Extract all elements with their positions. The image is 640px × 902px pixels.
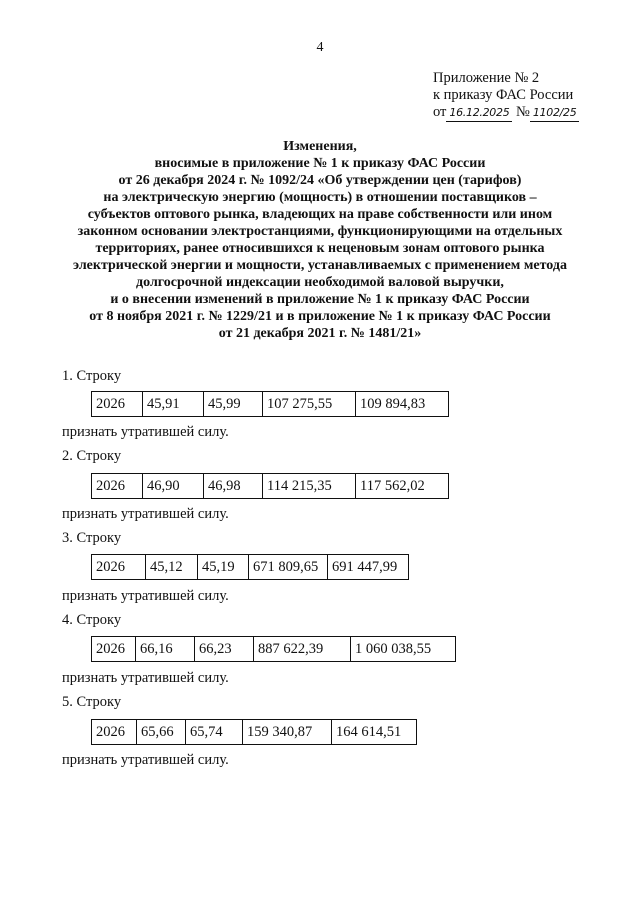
title-line: от 8 ноября 2021 г. № 1229/21 и в приложение № 1 к приказу ФАС России — [89, 309, 551, 324]
title-line: Изменения, — [283, 139, 357, 154]
title-line: и о внесении изменений в приложение № 1 к приказу ФАС России — [110, 292, 530, 307]
number-sign: № — [516, 104, 530, 120]
table-cell: 46,90 — [143, 474, 204, 499]
section-note: признать утратившей силу. — [62, 506, 229, 522]
section-note: признать утратившей силу. — [62, 752, 229, 768]
row-table — [91, 473, 449, 499]
table-cell-year: 2026 — [92, 637, 136, 662]
appendix-label: Приложение № 2 — [433, 70, 540, 86]
title-line: долгосрочной индексации необходимой валовой выручки, — [136, 275, 504, 290]
handwritten-number: 1102/25 — [530, 104, 580, 122]
table-cell: 671 809,65 — [249, 555, 328, 580]
appendix-from-label: от — [433, 104, 447, 120]
table-cell: 66,23 — [195, 637, 254, 662]
appendix-order-ref: к приказу ФАС России — [433, 87, 574, 103]
table-cell: 159 340,87 — [243, 720, 332, 745]
title-line: электрической энергии и мощности, устанавливаемых с применением метода — [73, 258, 567, 273]
section-note: признать утратившей силу. — [62, 588, 229, 604]
title-line: вносимые в приложение № 1 к приказу ФАС России — [154, 156, 486, 171]
table-cell: 109 894,83 — [356, 392, 449, 417]
table-cell: 65,74 — [186, 720, 243, 745]
section-note: признать утратившей силу. — [62, 424, 229, 440]
table-row — [92, 392, 449, 417]
title-line: от 21 декабря 2021 г. № 1481/21» — [218, 326, 422, 341]
table-cell: 887 622,39 — [254, 637, 351, 662]
table-cell: 164 614,51 — [332, 720, 417, 745]
title-line: на электрическую энергию (мощность) в отношении поставщиков – — [103, 190, 537, 205]
row-table — [91, 636, 456, 662]
table-cell-year: 2026 — [92, 720, 137, 745]
table-row — [92, 474, 449, 499]
table-cell-year: 2026 — [92, 392, 143, 417]
table-cell: 117 562,02 — [356, 474, 449, 499]
appendix-header — [433, 70, 579, 122]
title-line: от 26 декабря 2024 г. № 1092/24 «Об утверждении цен (тарифов) — [118, 173, 522, 188]
table-row — [92, 637, 456, 662]
section-note: признать утратившей силу. — [62, 670, 229, 686]
table-cell: 45,19 — [198, 555, 249, 580]
section-heading: 2. Строку — [62, 448, 122, 464]
table-cell: 45,12 — [146, 555, 198, 580]
page-number: 4 — [316, 40, 324, 55]
section-heading: 5. Строку — [62, 694, 122, 710]
title-line: субъектов оптового рынка, владеющих на праве собственности или ином — [87, 207, 553, 222]
table-cell: 45,99 — [204, 392, 263, 417]
table-row — [92, 720, 417, 745]
section-heading: 1. Строку — [62, 368, 122, 384]
title-line: территориях, ранее относившихся к неценовым зонам оптового рынка — [95, 241, 545, 256]
section-heading: 4. Строку — [62, 612, 122, 628]
table-cell-year: 2026 — [92, 474, 143, 499]
appendix-date-number — [433, 104, 579, 122]
table-cell: 46,98 — [204, 474, 263, 499]
table-cell-year: 2026 — [92, 555, 146, 580]
row-table — [91, 719, 417, 745]
table-row — [92, 555, 409, 580]
document-title — [50, 138, 590, 342]
table-cell: 65,66 — [137, 720, 186, 745]
table-cell: 66,16 — [136, 637, 195, 662]
table-cell: 45,91 — [143, 392, 204, 417]
row-table — [91, 554, 409, 580]
table-cell: 107 275,55 — [263, 392, 356, 417]
title-line: законном основании электростанциями, функционирующими на отдельных — [77, 224, 563, 239]
table-cell: 691 447,99 — [328, 555, 409, 580]
row-table — [91, 391, 449, 417]
table-cell: 114 215,35 — [263, 474, 356, 499]
section-heading: 3. Строку — [62, 530, 122, 546]
table-cell: 1 060 038,55 — [351, 637, 456, 662]
handwritten-date: 16.12.2025 — [446, 104, 512, 122]
